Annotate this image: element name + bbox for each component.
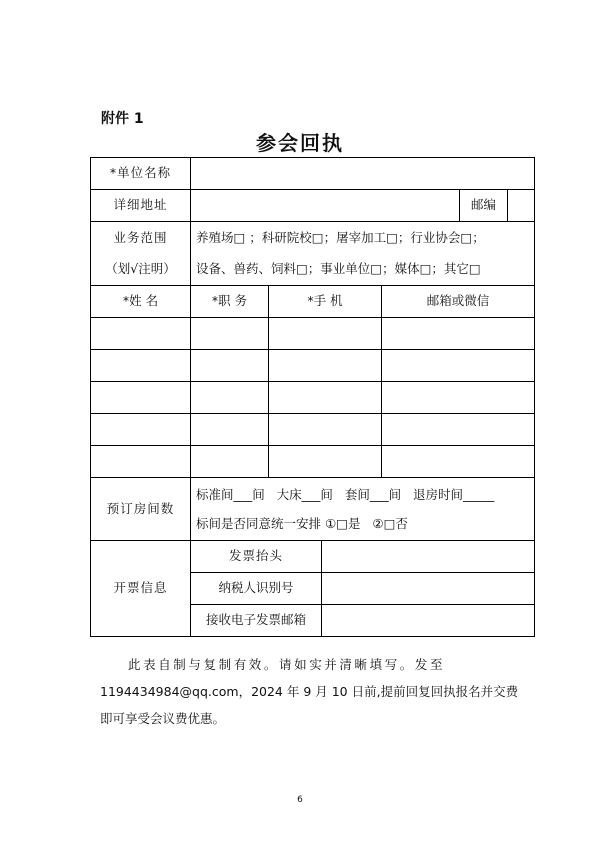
business-options-line2[interactable]: 设备、兽药、饲料□；事业单位□；媒体□；其它□ bbox=[196, 261, 481, 276]
taxpayer-id-label: 纳税人识别号 bbox=[218, 580, 294, 595]
unit-name-label: *单位名称 bbox=[109, 165, 172, 180]
room-booking-counts[interactable]: 标准间___间 大床___间 套间___间 退房时间_____ bbox=[196, 487, 495, 502]
header-position: *职 务 bbox=[211, 293, 248, 308]
page-number: 6 bbox=[297, 795, 303, 805]
business-options-line1[interactable]: 养殖场□ ；科研院校□；屠宰加工□；行业协会□； bbox=[196, 230, 485, 245]
business-scope-label: 业务范围 bbox=[113, 230, 168, 245]
room-arrangement-choice[interactable]: 标间是否同意统一安排 ①□是 ②□否 bbox=[196, 516, 408, 531]
header-name: *姓 名 bbox=[122, 293, 159, 308]
room-booking-label: 预订房间数 bbox=[106, 501, 175, 516]
note-line-2: 1194434984@qq.com，2024 年 9 月 10 日前,提前回复回执报名并交费 bbox=[100, 684, 519, 699]
invoice-email-label: 接收电子发票邮箱 bbox=[205, 612, 306, 627]
note-line-1: 此表自制与复制有效。请如实并清晰填写。发至 bbox=[128, 657, 446, 672]
header-email-wechat: 邮箱或微信 bbox=[426, 293, 490, 308]
address-label: 详细地址 bbox=[113, 197, 168, 212]
attachment-label: 附件 1 bbox=[101, 111, 144, 127]
submission-note bbox=[100, 651, 536, 732]
invoice-title-label: 发票抬头 bbox=[228, 548, 283, 563]
note-line-3: 即可享受会议费优惠。 bbox=[100, 711, 226, 726]
postcode-label: 邮编 bbox=[470, 197, 496, 212]
invoice-info-label: 开票信息 bbox=[113, 580, 168, 595]
business-scope-hint: （划√注明） bbox=[105, 261, 176, 276]
header-mobile: *手 机 bbox=[307, 293, 343, 308]
page-title: 参会回执 bbox=[256, 131, 344, 155]
